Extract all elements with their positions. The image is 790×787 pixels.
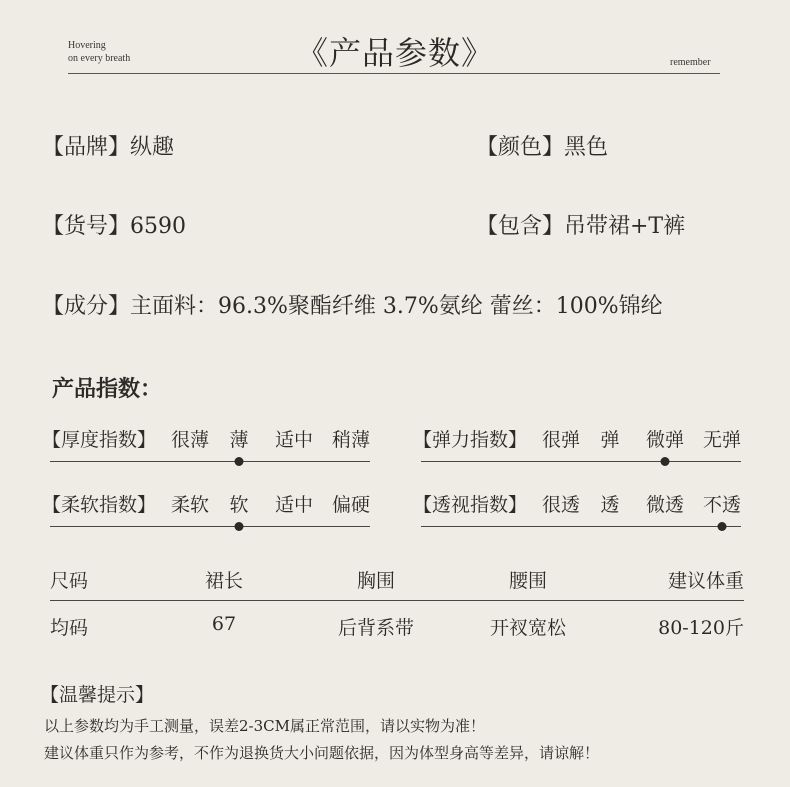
index-option: 微透 — [645, 494, 685, 516]
index-marker — [718, 522, 727, 531]
index-track — [50, 461, 370, 462]
table-cell: 均码 — [50, 617, 89, 639]
table-header-cell: 腰围 — [508, 570, 548, 592]
param-color: 【颜色】黑色 — [476, 135, 609, 160]
table-header-cell: 裙长 — [204, 570, 244, 592]
param-item-no: 【货号】6590 — [42, 214, 186, 239]
index-option: 稍薄 — [331, 429, 371, 451]
index-elasticity — [413, 425, 742, 485]
index-marker — [235, 522, 244, 531]
index-option: 适中 — [274, 429, 314, 451]
tagline-line1: Hovering — [68, 40, 106, 51]
tips-title: 【温馨提示】 — [40, 684, 155, 706]
table-header-cell: 胸围 — [356, 570, 396, 592]
index-option: 透 — [600, 494, 620, 516]
index-label: 【厚度指数】 — [42, 429, 157, 451]
indices-heading: 产品指数： — [52, 376, 163, 402]
index-option: 偏硬 — [331, 494, 371, 516]
index-transparency — [413, 490, 742, 550]
index-marker — [235, 457, 244, 466]
index-option: 很薄 — [170, 429, 210, 451]
index-track — [50, 526, 370, 527]
size-table-header — [50, 566, 744, 594]
index-option: 适中 — [274, 494, 314, 516]
table-header-cell: 建议体重 — [667, 570, 744, 592]
table-row — [50, 613, 744, 641]
tips-line-1: 以上参数均为手工测量，误差2-3CM属正常范围，请以实物为准！ — [44, 717, 485, 735]
index-option: 弹 — [600, 429, 620, 451]
index-option: 不透 — [702, 494, 742, 516]
remember-text: remember — [670, 57, 711, 68]
page-title: 《产品参数》 — [295, 34, 494, 72]
tagline-line2: on every breath — [68, 53, 131, 64]
index-option: 很透 — [541, 494, 581, 516]
index-option: 软 — [229, 494, 249, 516]
index-softness — [42, 490, 371, 550]
table-divider — [50, 600, 744, 601]
tips-line-2: 建议体重只作为参考，不作为退换货大小问题依据，因为体型身高等差异，请谅解！ — [44, 744, 600, 762]
index-option: 薄 — [229, 429, 249, 451]
param-includes: 【包含】吊带裙+T裤 — [476, 214, 686, 239]
index-track — [421, 461, 741, 462]
index-option: 柔软 — [170, 494, 210, 516]
title-divider — [68, 73, 720, 74]
table-cell: 67 — [211, 613, 237, 635]
index-option: 很弹 — [541, 429, 581, 451]
table-cell: 开衩宽松 — [489, 617, 567, 639]
index-label: 【柔软指数】 — [42, 494, 157, 516]
table-header-cell: 尺码 — [50, 570, 89, 592]
index-marker — [661, 457, 670, 466]
param-brand: 【品牌】纵趣 — [42, 135, 175, 160]
index-track — [421, 526, 741, 527]
table-cell: 后背系带 — [337, 617, 415, 639]
table-cell: 80-120斤 — [658, 617, 744, 639]
index-option: 无弹 — [702, 429, 742, 451]
param-composition: 【成分】主面料：96.3%聚酯纤维 3.7%氨纶 蕾丝：100%锦纶 — [42, 294, 663, 319]
index-option: 微弹 — [645, 429, 685, 451]
index-thickness — [42, 425, 371, 485]
index-label: 【弹力指数】 — [413, 429, 528, 451]
index-label: 【透视指数】 — [413, 494, 528, 516]
